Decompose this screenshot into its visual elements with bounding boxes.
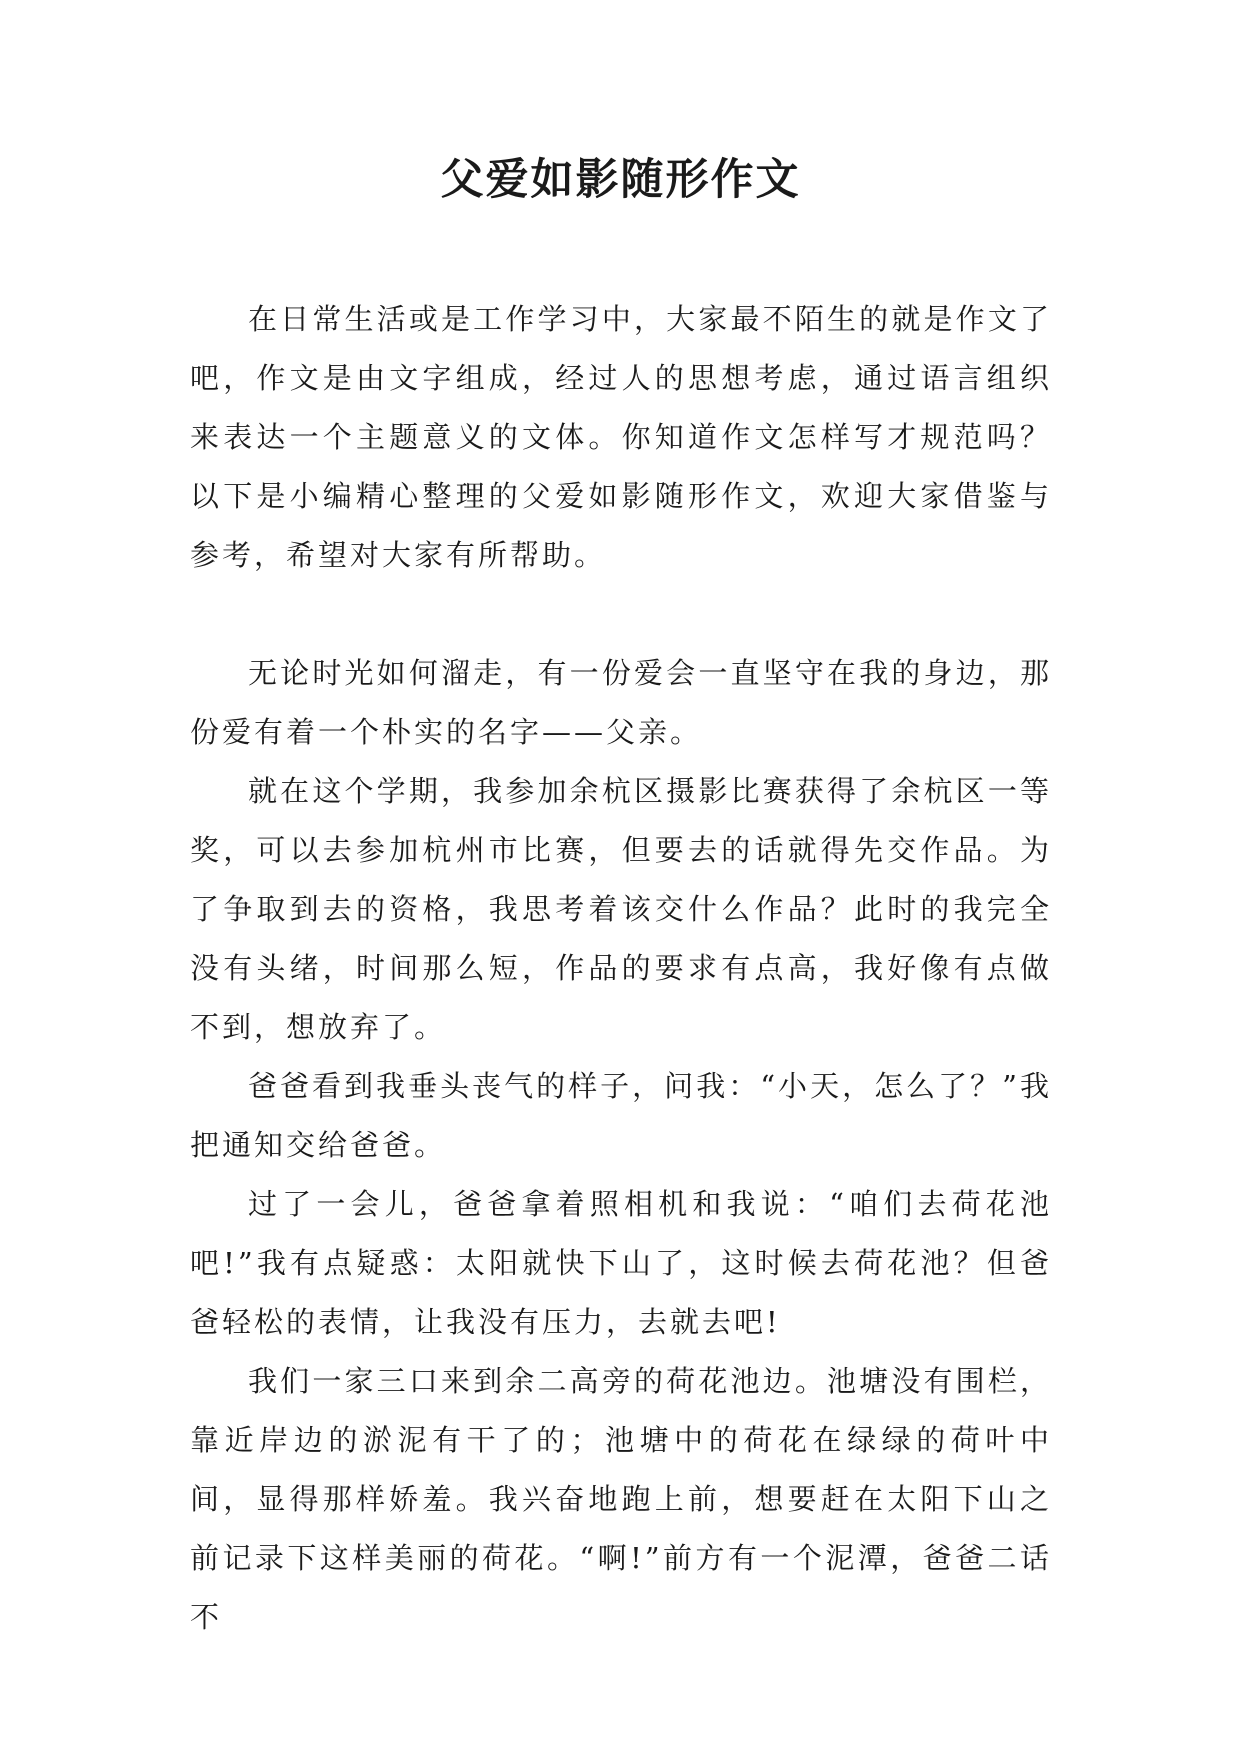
- body-paragraph: 过了一会儿，爸爸拿着照相机和我说：“咱们去荷花池吧!”我有点疑惑：太阳就快下山了，这时候去荷花池？但爸爸轻松的表情，让我没有压力，去就去吧!: [190, 1187, 1052, 1339]
- body-paragraph: 我们一家三口来到余二高旁的荷花池边。池塘没有围栏，靠近岸边的淤泥有干了的；池塘中的荷花在绿绿的荷叶中间，显得那样娇羞。我兴奋地跑上前，想要赶在太阳下山之前记录下这样美丽的荷花。“啊!”前方有一个泥潭，爸爸二话不: [190, 1364, 1052, 1634]
- intro-paragraph: 在日常生活或是工作学习中，大家最不陌生的就是作文了吧，作文是由文字组成，经过人的思想考虑，通过语言组织来表达一个主题意义的文体。你知道作文怎样写才规范吗？以下是小编精心整理的父爱如影随形作文，欢迎大家借鉴与参考，希望对大家有所帮助。: [190, 302, 1052, 572]
- body-paragraph: 爸爸看到我垂头丧气的样子，问我：“小天，怎么了？”我把通知交给爸爸。: [190, 1069, 1052, 1162]
- document-title: 父爱如影随形作文: [440, 155, 801, 205]
- body-paragraph: 无论时光如何溜走，有一份爱会一直坚守在我的身边，那份爱有着一个朴实的名字——父亲。: [190, 656, 1052, 749]
- document-body: [190, 290, 1052, 1647]
- body-paragraph: 就在这个学期，我参加余杭区摄影比赛获得了余杭区一等奖，可以去参加杭州市比赛，但要去的话就得先交作品。为了争取到去的资格，我思考着该交什么作品？此时的我完全没有头绪，时间那么短，作品的要求有点高，我好像有点做不到，想放弃了。: [190, 774, 1052, 1044]
